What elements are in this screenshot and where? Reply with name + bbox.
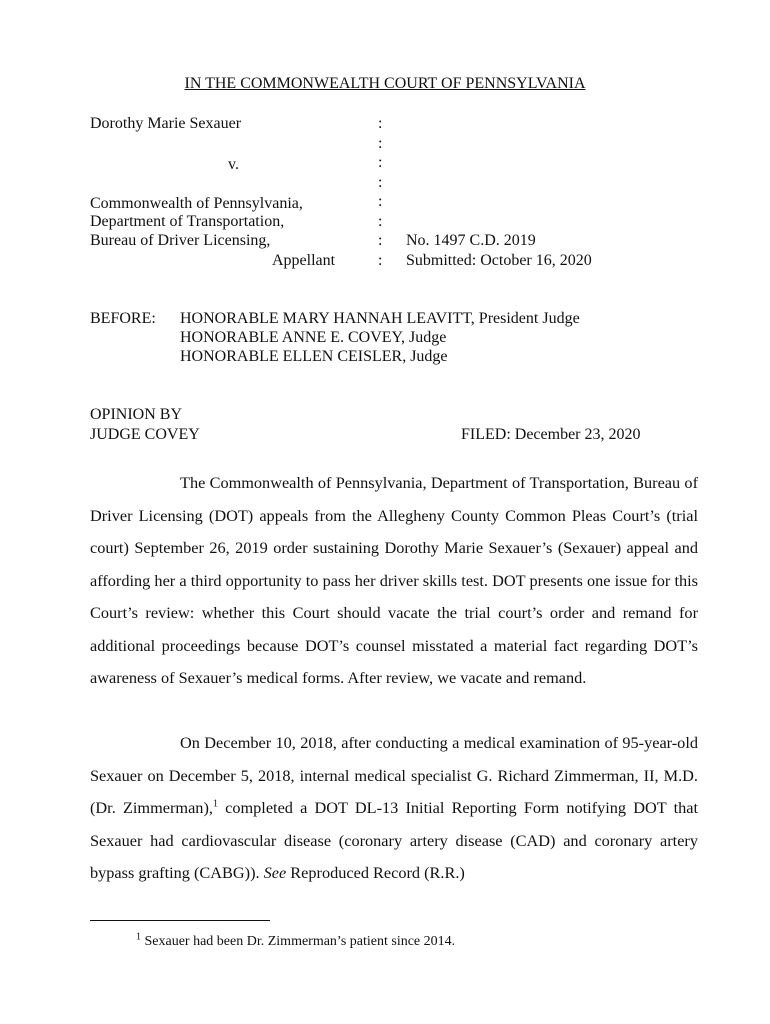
judge-3: HONORABLE ELLEN CEISLER, Judge — [180, 348, 448, 365]
caption-colon: : — [378, 232, 383, 249]
judge-1: HONORABLE MARY HANNAH LEAVITT, President Judge — [180, 310, 580, 327]
submitted-date: Submitted: October 16, 2020 — [406, 252, 592, 269]
court-title: IN THE COMMONWEALTH COURT OF PENNSYLVANIA — [184, 75, 586, 92]
footnote-number: 1 — [136, 931, 141, 943]
opinion-paragraph-2 — [90, 727, 698, 890]
caption-colon: : — [378, 115, 383, 132]
paragraph-1-text: The Commonwealth of Pennsylvania, Department of Transportation, Bureau of Driver Licensing (DOT) appeals from the Allegheny County Common Pleas Court’s (trial court) September 26, 2019 order sustaining Dorothy Marie Sexauer’s (Sexauer) appeal and affording her a third opportunity to pass her driver skills test. DOT presents one issue for this Court’s review: whether this Court should vacate the trial court’s order and remand for additional proceedings because DOT’s counsel misstated a material fact regarding DOT’s awareness of Sexauer’s medical forms. After review, we vacate and remand. — [90, 473, 698, 687]
caption-colon: : — [378, 135, 383, 152]
paragraph-2-part-3: Reproduced Record (R.R.) — [286, 863, 465, 882]
opinion-by: OPINION BY — [90, 406, 182, 423]
paragraph-2-part-1: On December 10, 2018, after conducting a medical examination of 95-year-old Sexauer on December 5, 2018, internal medical specialist G. Richard Zimmerman, II, M.D. (Dr. Zimmerman), — [90, 733, 698, 817]
appellant-line-2: Department of Transportation, — [90, 213, 285, 230]
caption-colon: : — [378, 213, 383, 230]
see-signal: See — [263, 863, 287, 882]
footnote — [136, 932, 455, 951]
appellant-line-3: Bureau of Driver Licensing, — [90, 232, 271, 249]
appellant-line-1: Commonwealth of Pennsylvania, — [90, 195, 303, 212]
filed-date: FILED: December 23, 2020 — [461, 426, 641, 443]
appellant-role: Appellant — [272, 252, 336, 269]
caption-colon: : — [378, 154, 383, 171]
caption-colon: : — [378, 252, 383, 269]
before-label: BEFORE: — [90, 310, 156, 327]
appellee-name: Dorothy Marie Sexauer — [90, 115, 242, 132]
paragraph-2-part-2: completed a DOT DL-13 Initial Reporting Form notifying DOT that Sexauer had cardiovascular disease (coronary artery disease (CAD) and coronary artery bypass grafting (CABG)). — [90, 798, 699, 882]
judge-2: HONORABLE ANNE E. COVEY, Judge — [180, 329, 447, 346]
caption-colon: : — [378, 174, 383, 191]
footnote-divider — [90, 920, 270, 921]
docket-number: No. 1497 C.D. 2019 — [406, 232, 536, 249]
footnote-text: Sexauer had been Dr. Zimmerman’s patient since 2014. — [141, 934, 456, 949]
opinion-paragraph-1 — [90, 467, 698, 695]
footnote-reference: 1 — [212, 798, 218, 810]
opinion-author: JUDGE COVEY — [90, 426, 200, 443]
caption-colon: : — [378, 193, 383, 210]
versus: v. — [228, 156, 239, 173]
